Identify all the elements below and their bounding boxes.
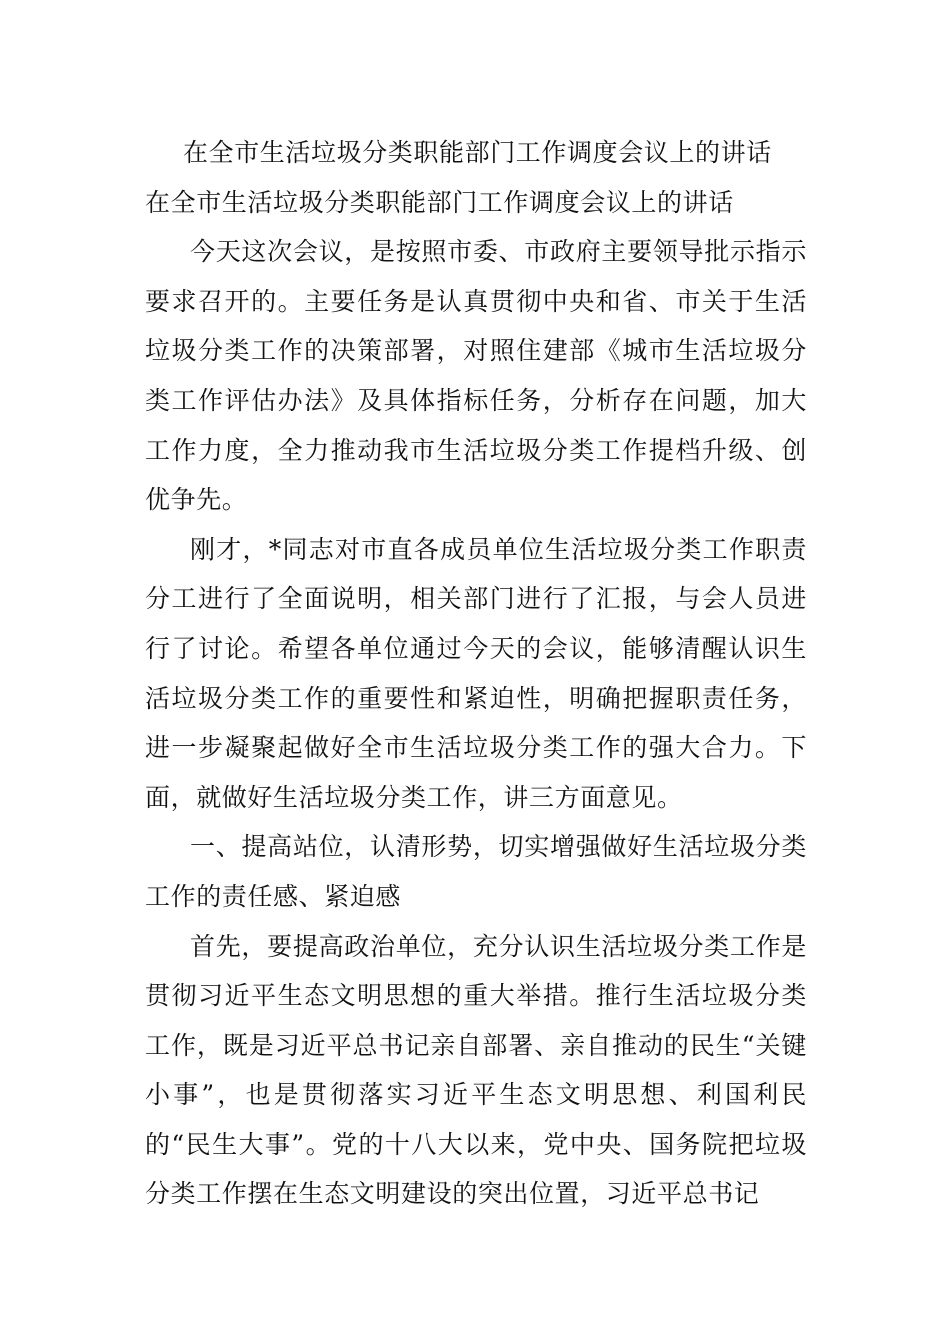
document-subtitle: 在全市生活垃圾分类职能部门工作调度会议上的讲话	[145, 187, 734, 217]
paragraph-first-point: 首先，要提高政治单位，充分认识生活垃圾分类工作是贯彻习近平生态文明思想的重大举措。推行生活垃圾分类工作，既是习近平总书记亲自部署、亲自推动的民生“关键小事”，也是贯彻落实习近平生态文明思想、利国利民的“民生大事”。党的十八大以来，党中央、国务院把垃圾分类工作摆在生态文明建设的突出位置，习近平总书记	[145, 931, 807, 1209]
paragraph-summary: 刚才，*同志对市直各成员单位生活垃圾分类工作职责分工进行了全面说明，相关部门进行了汇报，与会人员进行了讨论。希望各单位通过今天的会议，能够清醒认识生活垃圾分类工作的重要性和紧迫性，明确把握职责任务，进一步凝聚起做好全市生活垃圾分类工作的强大合力。下面，就做好生活垃圾分类工作，讲三方面意见。	[145, 534, 807, 812]
section-heading-1: 一、提高站位，认清形势，切实增强做好生活垃圾分类工作的责任感、紧迫感	[145, 832, 807, 911]
paragraph-opening: 今天这次会议，是按照市委、市政府主要领导批示指示要求召开的。主要任务是认真贯彻中央和省、市关于生活垃圾分类工作的决策部署，对照住建部《城市生活垃圾分类工作评估办法》及具体指标任务，分析存在问题，加大工作力度，全力推动我市生活垃圾分类工作提档升级、创优争先。	[145, 237, 807, 515]
document-body	[145, 128, 807, 1219]
document-title: 在全市生活垃圾分类职能部门工作调度会议上的讲话	[183, 138, 772, 167]
